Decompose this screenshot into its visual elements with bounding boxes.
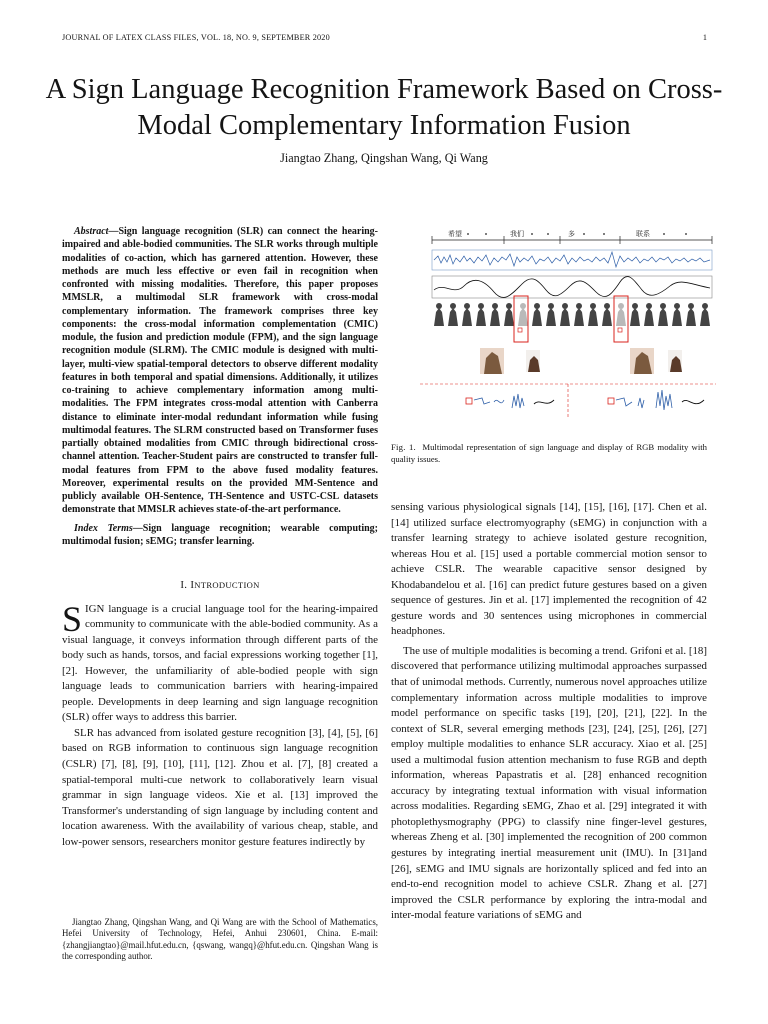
author-footnote: Jiangtao Zhang, Qingshan Wang, and Qi Wang are with the School of Mathematics, Hefei University of Technology, Hefei, Anhui 230601, China. E-mail: {zhangjiangtao}@mail.hfut.edu.cn, {qswang, wangq}@hfut.edu.cn. Qingshan Wang is the corresponding author.: [62, 917, 378, 962]
figure-label-1: 希望: [448, 230, 462, 238]
intro-paragraph-3: sensing various physiological signals [14], [15], [16], [17]. Chen et al.[14] utilized surface electromyography (sEMG) in conjunction with a transfer learning strategy to achieve isolated gesture recognition, whereas Hou et al. [15] used a portable commercial motion sensor to achieve CSLR. The wearable capacitive sensor designed by Khodabandelou et al. [16] can predict future gestures based on a given sequence of gestures. Jin et al. [17] implemented the recognition of 42 gesture words and 30 sentences using microphones in commercial headphones.: [391, 501, 707, 638]
abstract: [62, 225, 378, 517]
author-list: Jiangtao Zhang, Qingshan Wang, Qi Wang: [280, 151, 488, 165]
figure-label-4: 联系: [636, 230, 650, 238]
left-column: [62, 225, 378, 850]
index-terms-label: Index Terms: [74, 522, 133, 534]
intro-paragraph-2: SLR has advanced from isolated gesture recognition [3], [4], [5], [6] based on RGB information to continuous sign language recognition (CSLR) [7], [8], [9], [10], [11], [12]. Zhou et al. [7], [8] created a spatial-temporal multi-cue network to collaboratively learn visual grammar in sign language videos. Xie et al. [13] improved the Transformer's understanding of sign language by including content and location awareness. With the availability of various cheap, stable, and low-power sensors, researchers monitor gesture features indirectly by: [62, 726, 378, 848]
section-heading: [62, 578, 378, 594]
figure-caption-text: Multimodal representation of sign language and display of RGB modality with quality issues.: [391, 442, 707, 464]
figure-caption-label: Fig. 1.: [391, 442, 416, 452]
index-terms: [62, 522, 378, 549]
abstract-label: Abstract: [74, 226, 109, 237]
section-numeral: I. I: [180, 579, 195, 591]
right-column: [391, 500, 707, 924]
page-number: 1: [702, 33, 707, 42]
section-title-rest: NTRODUCTION: [194, 580, 260, 590]
index-terms-text: —Sign language recognition; wearable computing; multimodal fusion; sEMG; transfer learning.: [62, 522, 379, 547]
intro-paragraph-1-text: IGN language is a crucial language tool for the hearing-impaired community to communicate with the able-bodied community. As a visual language, it conveys information through different parts of the body such as hands, torsos, and facial expressions working together [1], [2]. However, the unfamiliarity of able-bodied people with sign language leads to communication barriers with hearing-impaired people. Developments in deep learning and sign language recognition (SLR) offer ways to address this barrier.: [62, 602, 378, 724]
figure-label-3: 多: [568, 230, 575, 238]
figure-caption: [391, 442, 707, 465]
figure-1: [420, 222, 716, 418]
paper-title: A Sign Language Recognition Framework Based on Cross-Modal Complementary Information Fusion: [45, 74, 723, 141]
running-header: JOURNAL OF LATEX CLASS FILES, VOL. 18, NO. 9, SEPTEMBER 2020: [62, 33, 330, 42]
figure-label-2: 我们: [510, 230, 524, 238]
rgb-frame-strip: [434, 303, 710, 326]
drop-cap: S: [62, 598, 83, 639]
modality-icons: [466, 390, 704, 410]
intro-paragraph-4: The use of multiple modalities is becoming a trend. Grifoni et al. [18] discovered that performance utilizing multimodal approaches surpassed that of unimodal methods. Currently, numerous novel approaches utilize complementary information across multiple modalities to improve model performance on specific tasks [19], [20], [21], [22]. In the context of SLR, several emerging methods [23], [24], [25], [26], [27] employ multiple modalities to enhance SLR accuracy. Xiao et al. [25] used a multimodal fusion attention mechanism to fuse RGB and depth information, whereas Papastratis et al. [28] enhanced recognition accuracy by integrating textual information with visual information across modalities. Regarding sEMG, Zhao et al. [29] integrated it with photoplethysmography (PPG) to classify nine finger-level gestures, whereas Zheng et al. [30] implemented the recognition of 200 common gestures by integrating inertial measurement unit (IMU). In [31]and [26], sEMG and IMU signals are horizontally spliced and fed into an end-to-end recognition model to achieve CSLR. Zhang et al. [27] improved the CSLR performance by exploring the intra-modal and inter-modal feature variations of sEMG and: [391, 644, 707, 922]
zoomed-frames: [480, 348, 682, 374]
abstract-text: —Sign language recognition (SLR) can connect the hearing-impaired and able-bodied communities. The SLR works through multiple modalities of co-action, which has garnered attention. However, these methods are much less effective or even fail in recognition when confronted with missing modalities. Therefore, this paper proposes MMSLR, a multimodal SLR framework with cross-modal complementary information. The framework comprises three key components: the cross-modal information complementation (CMIC) module, the fusion and prediction module (FPM), and the sign language recognition module (SLRM). The CMIC module is designed with multi-layer, multi-view spatial-temporal detectors to observe different modality features in both temporal and spatial dimensions. Additionally, it utilizes co-training to achieve complementary information among multi-modalities. The FPM integrates cross-modal attention with Canberra distance to eliminate inter-modal redundant information while fusing multimodal features. The SLRM constructed based on Transformer fuses partially obtained modalities from CMIC through bidirectional cross-channel attention. Teacher-Student pairs are constructed to transfer full-modal features from FPM to the above fused modality features. Moreover, experimental results on the provided MM-Sentence and publicly available OH-Sentence, TH-Sentence and USTC-CSL datasets demonstrate that MMSLR achieves state-of-the-art performance.: [62, 226, 378, 516]
intro-paragraph-1: [62, 598, 378, 726]
multimodal-figure: [420, 222, 716, 418]
